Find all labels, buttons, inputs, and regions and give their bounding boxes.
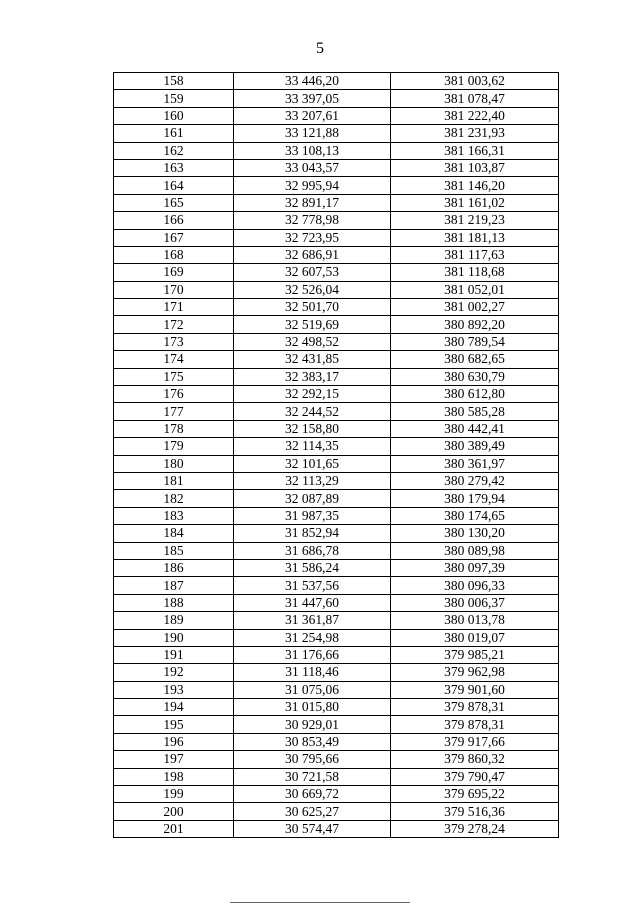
x-coordinate-cell: 30 795,66 bbox=[234, 751, 391, 768]
x-coordinate-cell: 30 929,01 bbox=[234, 716, 391, 733]
coordinates-table bbox=[113, 72, 559, 838]
point-number-cell: 197 bbox=[114, 751, 234, 768]
y-coordinate-cell: 381 103,87 bbox=[391, 159, 559, 176]
point-number-cell: 193 bbox=[114, 681, 234, 698]
table-row bbox=[114, 420, 559, 437]
point-number-cell: 196 bbox=[114, 733, 234, 750]
point-number-cell: 161 bbox=[114, 125, 234, 142]
x-coordinate-cell: 31 537,56 bbox=[234, 577, 391, 594]
x-coordinate-cell: 32 114,35 bbox=[234, 438, 391, 455]
y-coordinate-cell: 381 161,02 bbox=[391, 194, 559, 211]
point-number-cell: 162 bbox=[114, 142, 234, 159]
table-row bbox=[114, 351, 559, 368]
table-row bbox=[114, 594, 559, 611]
table-row bbox=[114, 716, 559, 733]
x-coordinate-cell: 30 721,58 bbox=[234, 768, 391, 785]
point-number-cell: 194 bbox=[114, 699, 234, 716]
y-coordinate-cell: 380 442,41 bbox=[391, 420, 559, 437]
y-coordinate-cell: 379 790,47 bbox=[391, 768, 559, 785]
x-coordinate-cell: 32 778,98 bbox=[234, 212, 391, 229]
x-coordinate-cell: 33 397,05 bbox=[234, 90, 391, 107]
x-coordinate-cell: 32 383,17 bbox=[234, 368, 391, 385]
x-coordinate-cell: 30 574,47 bbox=[234, 820, 391, 837]
point-number-cell: 201 bbox=[114, 820, 234, 837]
page-number: 5 bbox=[316, 40, 324, 57]
table-row bbox=[114, 542, 559, 559]
x-coordinate-cell: 31 075,06 bbox=[234, 681, 391, 698]
x-coordinate-cell: 32 686,91 bbox=[234, 246, 391, 263]
y-coordinate-cell: 379 878,31 bbox=[391, 716, 559, 733]
x-coordinate-cell: 31 686,78 bbox=[234, 542, 391, 559]
table-row bbox=[114, 646, 559, 663]
point-number-cell: 188 bbox=[114, 594, 234, 611]
point-number-cell: 186 bbox=[114, 559, 234, 576]
table-row bbox=[114, 125, 559, 142]
point-number-cell: 175 bbox=[114, 368, 234, 385]
table-row bbox=[114, 681, 559, 698]
x-coordinate-cell: 32 501,70 bbox=[234, 299, 391, 316]
point-number-cell: 176 bbox=[114, 386, 234, 403]
x-coordinate-cell: 31 118,46 bbox=[234, 664, 391, 681]
bottom-divider bbox=[230, 902, 410, 903]
table-row bbox=[114, 612, 559, 629]
x-coordinate-cell: 31 586,24 bbox=[234, 559, 391, 576]
y-coordinate-cell: 380 097,39 bbox=[391, 559, 559, 576]
y-coordinate-cell: 380 612,80 bbox=[391, 386, 559, 403]
x-coordinate-cell: 33 446,20 bbox=[234, 73, 391, 90]
y-coordinate-cell: 380 089,98 bbox=[391, 542, 559, 559]
x-coordinate-cell: 33 108,13 bbox=[234, 142, 391, 159]
y-coordinate-cell: 379 278,24 bbox=[391, 820, 559, 837]
x-coordinate-cell: 31 447,60 bbox=[234, 594, 391, 611]
point-number-cell: 189 bbox=[114, 612, 234, 629]
point-number-cell: 179 bbox=[114, 438, 234, 455]
table-row bbox=[114, 577, 559, 594]
y-coordinate-cell: 379 962,98 bbox=[391, 664, 559, 681]
table-row bbox=[114, 177, 559, 194]
point-number-cell: 191 bbox=[114, 646, 234, 663]
table-row bbox=[114, 212, 559, 229]
table-row bbox=[114, 299, 559, 316]
x-coordinate-cell: 33 207,61 bbox=[234, 107, 391, 124]
x-coordinate-cell: 31 852,94 bbox=[234, 525, 391, 542]
y-coordinate-cell: 380 789,54 bbox=[391, 333, 559, 350]
y-coordinate-cell: 380 630,79 bbox=[391, 368, 559, 385]
point-number-cell: 173 bbox=[114, 333, 234, 350]
point-number-cell: 185 bbox=[114, 542, 234, 559]
table-row bbox=[114, 90, 559, 107]
y-coordinate-cell: 380 006,37 bbox=[391, 594, 559, 611]
table-row bbox=[114, 751, 559, 768]
x-coordinate-cell: 31 176,66 bbox=[234, 646, 391, 663]
x-coordinate-cell: 32 087,89 bbox=[234, 490, 391, 507]
table-row bbox=[114, 107, 559, 124]
y-coordinate-cell: 381 231,93 bbox=[391, 125, 559, 142]
point-number-cell: 182 bbox=[114, 490, 234, 507]
x-coordinate-cell: 32 158,80 bbox=[234, 420, 391, 437]
table-row bbox=[114, 455, 559, 472]
x-coordinate-cell: 33 121,88 bbox=[234, 125, 391, 142]
point-number-cell: 158 bbox=[114, 73, 234, 90]
table-row bbox=[114, 664, 559, 681]
y-coordinate-cell: 380 682,65 bbox=[391, 351, 559, 368]
table-row bbox=[114, 73, 559, 90]
y-coordinate-cell: 379 901,60 bbox=[391, 681, 559, 698]
y-coordinate-cell: 381 146,20 bbox=[391, 177, 559, 194]
x-coordinate-cell: 32 526,04 bbox=[234, 281, 391, 298]
point-number-cell: 159 bbox=[114, 90, 234, 107]
point-number-cell: 168 bbox=[114, 246, 234, 263]
x-coordinate-cell: 32 101,65 bbox=[234, 455, 391, 472]
y-coordinate-cell: 381 052,01 bbox=[391, 281, 559, 298]
y-coordinate-cell: 379 516,36 bbox=[391, 803, 559, 820]
y-coordinate-cell: 381 219,23 bbox=[391, 212, 559, 229]
table-row bbox=[114, 403, 559, 420]
x-coordinate-cell: 31 361,87 bbox=[234, 612, 391, 629]
table-row bbox=[114, 507, 559, 524]
point-number-cell: 160 bbox=[114, 107, 234, 124]
x-coordinate-cell: 32 607,53 bbox=[234, 264, 391, 281]
x-coordinate-cell: 32 891,17 bbox=[234, 194, 391, 211]
y-coordinate-cell: 380 279,42 bbox=[391, 472, 559, 489]
point-number-cell: 184 bbox=[114, 525, 234, 542]
table-row bbox=[114, 264, 559, 281]
point-number-cell: 177 bbox=[114, 403, 234, 420]
table-row bbox=[114, 472, 559, 489]
point-number-cell: 167 bbox=[114, 229, 234, 246]
y-coordinate-cell: 380 174,65 bbox=[391, 507, 559, 524]
table-row bbox=[114, 159, 559, 176]
x-coordinate-cell: 32 292,15 bbox=[234, 386, 391, 403]
x-coordinate-cell: 30 853,49 bbox=[234, 733, 391, 750]
y-coordinate-cell: 380 130,20 bbox=[391, 525, 559, 542]
point-number-cell: 181 bbox=[114, 472, 234, 489]
x-coordinate-cell: 32 995,94 bbox=[234, 177, 391, 194]
point-number-cell: 165 bbox=[114, 194, 234, 211]
y-coordinate-cell: 380 019,07 bbox=[391, 629, 559, 646]
point-number-cell: 174 bbox=[114, 351, 234, 368]
table-row bbox=[114, 559, 559, 576]
y-coordinate-cell: 380 361,97 bbox=[391, 455, 559, 472]
table-row bbox=[114, 733, 559, 750]
x-coordinate-cell: 32 431,85 bbox=[234, 351, 391, 368]
point-number-cell: 172 bbox=[114, 316, 234, 333]
point-number-cell: 178 bbox=[114, 420, 234, 437]
x-coordinate-cell: 33 043,57 bbox=[234, 159, 391, 176]
y-coordinate-cell: 381 003,62 bbox=[391, 73, 559, 90]
x-coordinate-cell: 32 519,69 bbox=[234, 316, 391, 333]
y-coordinate-cell: 381 118,68 bbox=[391, 264, 559, 281]
table-row bbox=[114, 142, 559, 159]
y-coordinate-cell: 381 078,47 bbox=[391, 90, 559, 107]
point-number-cell: 200 bbox=[114, 803, 234, 820]
y-coordinate-cell: 379 878,31 bbox=[391, 699, 559, 716]
y-coordinate-cell: 380 096,33 bbox=[391, 577, 559, 594]
table-row bbox=[114, 803, 559, 820]
y-coordinate-cell: 381 166,31 bbox=[391, 142, 559, 159]
point-number-cell: 183 bbox=[114, 507, 234, 524]
y-coordinate-cell: 381 181,13 bbox=[391, 229, 559, 246]
x-coordinate-cell: 32 244,52 bbox=[234, 403, 391, 420]
y-coordinate-cell: 379 917,66 bbox=[391, 733, 559, 750]
table-row bbox=[114, 490, 559, 507]
y-coordinate-cell: 381 117,63 bbox=[391, 246, 559, 263]
y-coordinate-cell: 380 585,28 bbox=[391, 403, 559, 420]
table-row bbox=[114, 368, 559, 385]
table-row bbox=[114, 386, 559, 403]
x-coordinate-cell: 32 723,95 bbox=[234, 229, 391, 246]
point-number-cell: 164 bbox=[114, 177, 234, 194]
y-coordinate-cell: 379 985,21 bbox=[391, 646, 559, 663]
point-number-cell: 169 bbox=[114, 264, 234, 281]
y-coordinate-cell: 380 892,20 bbox=[391, 316, 559, 333]
point-number-cell: 187 bbox=[114, 577, 234, 594]
y-coordinate-cell: 380 179,94 bbox=[391, 490, 559, 507]
y-coordinate-cell: 379 695,22 bbox=[391, 786, 559, 803]
point-number-cell: 190 bbox=[114, 629, 234, 646]
x-coordinate-cell: 31 254,98 bbox=[234, 629, 391, 646]
coordinates-table-body bbox=[114, 73, 559, 838]
y-coordinate-cell: 381 222,40 bbox=[391, 107, 559, 124]
table-row bbox=[114, 194, 559, 211]
table-row bbox=[114, 699, 559, 716]
x-coordinate-cell: 31 987,35 bbox=[234, 507, 391, 524]
point-number-cell: 171 bbox=[114, 299, 234, 316]
point-number-cell: 199 bbox=[114, 786, 234, 803]
y-coordinate-cell: 380 389,49 bbox=[391, 438, 559, 455]
table-row bbox=[114, 820, 559, 837]
x-coordinate-cell: 30 669,72 bbox=[234, 786, 391, 803]
point-number-cell: 180 bbox=[114, 455, 234, 472]
y-coordinate-cell: 381 002,27 bbox=[391, 299, 559, 316]
point-number-cell: 192 bbox=[114, 664, 234, 681]
point-number-cell: 170 bbox=[114, 281, 234, 298]
table-row bbox=[114, 768, 559, 785]
point-number-cell: 198 bbox=[114, 768, 234, 785]
point-number-cell: 163 bbox=[114, 159, 234, 176]
table-row bbox=[114, 229, 559, 246]
x-coordinate-cell: 30 625,27 bbox=[234, 803, 391, 820]
x-coordinate-cell: 32 498,52 bbox=[234, 333, 391, 350]
x-coordinate-cell: 31 015,80 bbox=[234, 699, 391, 716]
table-row bbox=[114, 438, 559, 455]
point-number-cell: 195 bbox=[114, 716, 234, 733]
table-row bbox=[114, 525, 559, 542]
table-row bbox=[114, 629, 559, 646]
table-row bbox=[114, 246, 559, 263]
table-row bbox=[114, 316, 559, 333]
table-row bbox=[114, 281, 559, 298]
table-row bbox=[114, 786, 559, 803]
table-row bbox=[114, 333, 559, 350]
y-coordinate-cell: 380 013,78 bbox=[391, 612, 559, 629]
y-coordinate-cell: 379 860,32 bbox=[391, 751, 559, 768]
x-coordinate-cell: 32 113,29 bbox=[234, 472, 391, 489]
point-number-cell: 166 bbox=[114, 212, 234, 229]
